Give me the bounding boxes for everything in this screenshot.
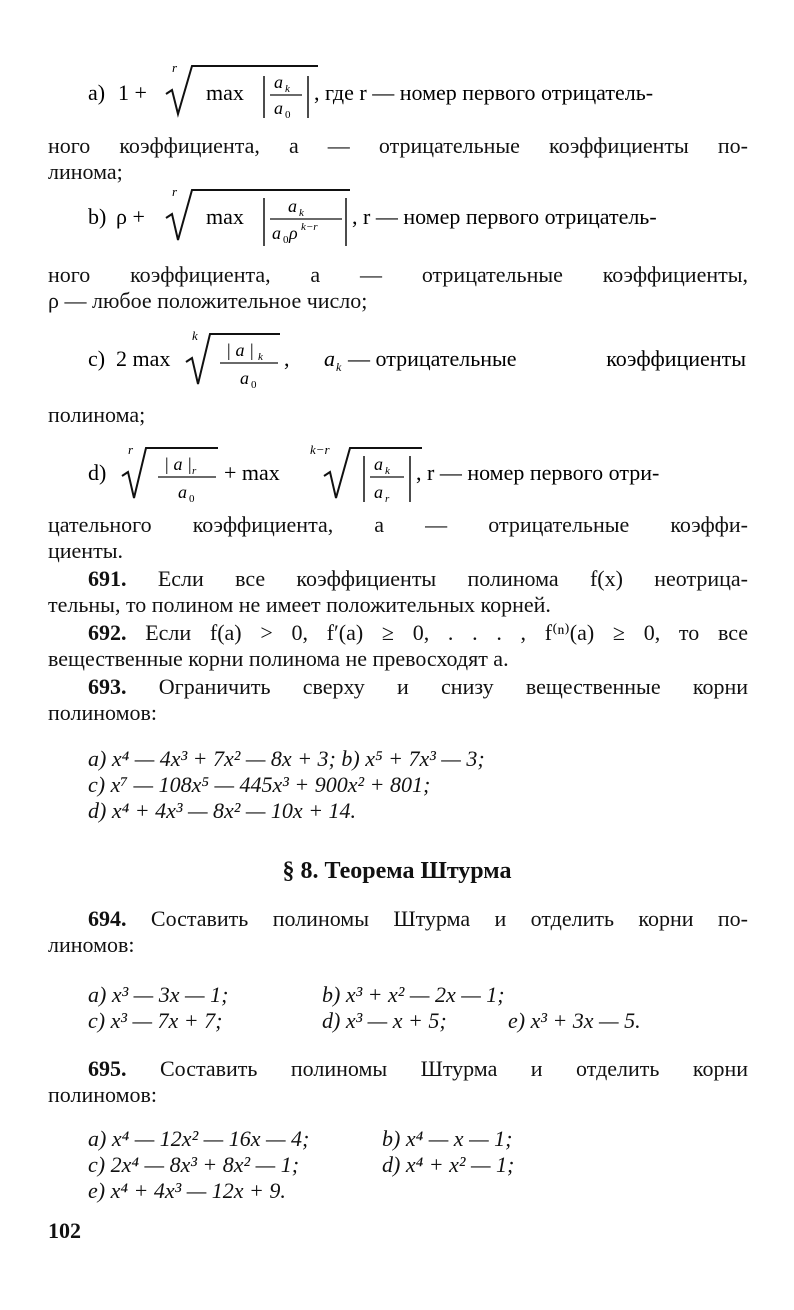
page-number: 102 [48,1218,81,1243]
svg-text:0: 0 [251,379,257,391]
formula-a-label: a) [88,80,106,105]
svg-text:k: k [299,207,304,219]
svg-text:k: k [336,360,342,374]
text-line: ного коэффициента, a — отрицательные коэффициенты по- [48,133,748,158]
text-line: цательного коэффициента, a — отрицательные коэффи- [48,512,748,537]
svg-text:0: 0 [189,493,195,505]
svg-text:max: max [206,204,244,229]
formula-a-tail: , где r — номер первого отрицатель- [314,80,654,105]
svg-text:+ max: + max [224,460,280,485]
problem-number: 695. [88,1056,127,1081]
text-line: тельны, то полином не имеет положительных корней. [48,592,551,617]
text-line: линома; [48,159,123,184]
formula-a-max: max [206,80,244,105]
formula-d-radical-2 [324,448,422,498]
svg-text:a: a [374,454,383,474]
svg-text:r: r [192,465,197,477]
text-line: циенты. [48,538,123,563]
svg-text:k: k [258,351,263,363]
svg-text:k: k [385,465,390,477]
svg-text:r: r [172,184,178,199]
problem-691 [88,566,748,592]
text-line: линомов: [48,932,135,957]
svg-text:a: a [324,346,335,371]
formula-a [88,58,748,128]
svg-text:0: 0 [283,234,289,246]
svg-text:a: a [272,223,281,243]
polynomial-item: c) 2x⁴ — 8x³ + 8x² — 1; [88,1152,300,1177]
text-line: Если все коэффициенты полинома f(x) неотрица- [157,566,748,591]
polynomial-item: d) x⁴ + 4x³ — 8x² — 10x + 14. [88,798,357,823]
svg-text:k: k [285,83,290,95]
formula-a-one-plus: 1 + [118,80,147,105]
formula-a-den: a [274,98,283,118]
problem-695 [88,1056,748,1082]
svg-text:a: a [178,482,187,502]
formula-a-num: a [274,72,283,92]
svg-text:,: , [284,346,290,371]
text-line: вещественные корни полинома не превосходят a. [48,646,509,671]
problem-number: 694. [88,906,127,931]
svg-text:— отрицательные: — отрицательные [348,346,517,371]
polynomial-item: a) x⁴ — 4x³ + 7x² — 8x + 3; b) x⁵ + 7x³ — 3; [88,746,485,771]
polynomial-item: a) x⁴ — 12x² — 16x — 4; [88,1126,310,1151]
svg-text:a: a [240,368,249,388]
polynomial-item: e) x³ + 3x — 5. [508,1008,641,1033]
text-line: ρ — любое положительное число; [48,288,368,313]
formula-d [88,440,748,510]
svg-text:k−r: k−r [301,221,318,233]
svg-text:0: 0 [285,109,291,121]
polynomial-item: e) x⁴ + 4x³ — 12x + 9. [88,1178,286,1203]
formula-b-tail: , r — номер первого отрицатель- [352,204,657,229]
text-line: полиномов: [48,1082,158,1107]
svg-text:a: a [288,196,297,216]
svg-text:| a |: | a | [226,340,254,360]
svg-text:r: r [128,442,134,457]
polynomial-item: d) x³ — x + 5; [322,1008,447,1033]
formula-b [88,184,748,254]
svg-text:ρ: ρ [289,223,298,243]
formula-c-label: c) [88,346,106,371]
problem-number: 692. [88,620,127,645]
formula-c [88,326,748,396]
polynomial-item: c) x⁷ — 108x⁵ — 445x³ + 900x² + 801; [88,772,431,797]
text-line: полинома; [48,402,146,427]
formula-a-root-index: r [172,60,178,75]
svg-text:k: k [192,328,198,343]
svg-text:| a |: | a | [164,454,192,474]
problem-number: 693. [88,674,127,699]
text-line: Составить полиномы Штурма и отделить корни по- [150,906,749,931]
svg-text:r: r [385,493,390,505]
section-heading: § 8. Теорема Штурма [282,858,512,884]
problem-694 [88,906,748,932]
formula-b-rho-plus: ρ + [116,204,145,229]
problem-number: 691. [88,566,127,591]
text-line: ного коэффициента, a — отрицательные коэффициенты, [48,262,748,287]
svg-text:a: a [374,482,383,502]
svg-text:коэффициенты: коэффициенты [606,346,746,371]
svg-text:2 max: 2 max [116,346,171,371]
formula-b-radical [166,190,350,240]
problem-693 [88,674,748,700]
problem-692 [88,620,748,646]
polynomial-item: b) x³ + x² — 2x — 1; [322,982,505,1007]
formula-d-label: d) [88,460,107,485]
text-line: Составить полиномы Штурма и отделить корни [159,1056,748,1081]
polynomial-item: a) x³ — 3x — 1; [88,982,229,1007]
polynomial-item: b) x⁴ — x — 1; [382,1126,513,1151]
formula-b-label: b) [88,204,107,229]
text-line: Если f(a) > 0, f′(a) ≥ 0, . . . , f⁽ⁿ⁾(a) ≥ 0, то все [145,620,749,645]
text-line: полиномов: [48,700,158,725]
svg-text:k−r: k−r [310,442,330,457]
polynomial-item: d) x⁴ + x² — 1; [382,1152,515,1177]
polynomial-item: c) x³ — 7x + 7; [88,1008,223,1033]
text-line: Ограничить сверху и снизу вещественные корни [158,674,748,699]
formula-d-tail: , r — номер первого отри- [416,460,660,485]
